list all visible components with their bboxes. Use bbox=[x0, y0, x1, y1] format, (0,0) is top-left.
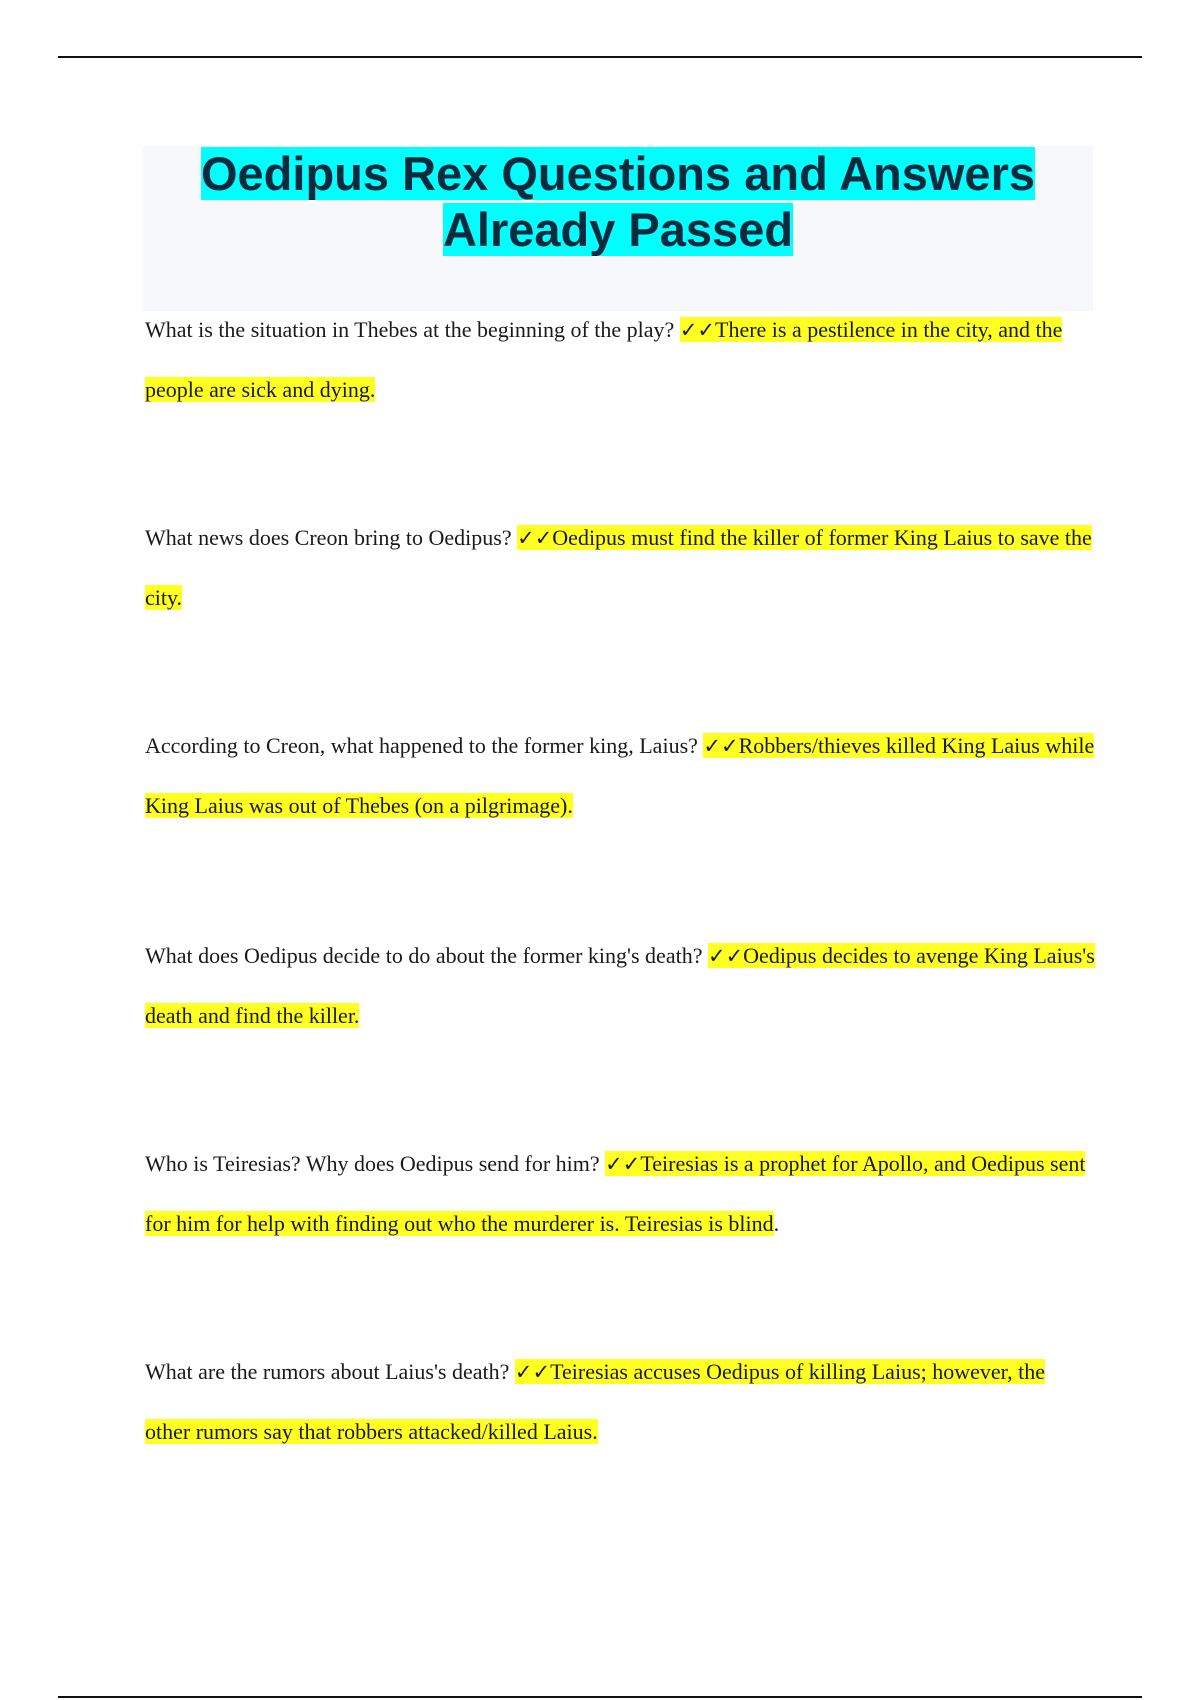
page-title bbox=[143, 146, 1093, 258]
qa-item bbox=[145, 926, 1095, 1046]
check-mark-icon: ✓✓ bbox=[605, 1152, 641, 1176]
qa-item bbox=[145, 508, 1095, 628]
title-line-1: Oedipus Rex Questions and Answers bbox=[200, 147, 1036, 200]
answer-text: Robbers/thieves killed King Laius while King Laius was out of Thebes (on a pilgrimage). bbox=[145, 733, 1095, 818]
check-mark-icon: ✓✓ bbox=[517, 526, 553, 550]
check-mark-icon: ✓✓ bbox=[679, 318, 716, 342]
question-text: What does Oedipus decide to do about the former king's death? bbox=[145, 943, 708, 968]
qa-item bbox=[145, 1342, 1095, 1462]
question-text: Who is Teiresias? Why does Oedipus send for him? bbox=[145, 1151, 606, 1176]
bottom-rule bbox=[58, 1696, 1142, 1698]
check-mark-icon: ✓✓ bbox=[514, 1360, 551, 1384]
check-mark-icon: ✓✓ bbox=[703, 734, 739, 758]
top-rule bbox=[58, 56, 1142, 58]
title-line-2: Already Passed bbox=[442, 203, 794, 256]
answer-trailing: . bbox=[773, 1211, 780, 1236]
qa-item bbox=[145, 716, 1095, 836]
answer-text: Teiresias is a prophet for Apollo, and Oedipus sent for him for help with finding out who the murderer is. Teiresias is blind bbox=[145, 1151, 1086, 1236]
answer-text: Teiresias accuses Oedipus of killing Laius; however, the other rumors say that robbers attacked/killed Laius. bbox=[145, 1359, 1045, 1444]
qa-item bbox=[145, 300, 1095, 420]
answer-text: Oedipus decides to avenge King Laius's death and find the killer. bbox=[145, 943, 1095, 1028]
question-text: What are the rumors about Laius's death? bbox=[145, 1359, 515, 1384]
question-text: What news does Creon bring to Oedipus? bbox=[145, 525, 518, 550]
question-text: What is the situation in Thebes at the beginning of the play? bbox=[145, 317, 680, 342]
answer-text: Oedipus must find the killer of former King Laius to save the city. bbox=[145, 525, 1092, 610]
qa-item bbox=[145, 1134, 1095, 1254]
answer-text: There is a pestilence in the city, and the people are sick and dying. bbox=[145, 317, 1063, 402]
title-block bbox=[143, 146, 1093, 311]
check-mark-icon: ✓✓ bbox=[707, 944, 744, 968]
question-text: According to Creon, what happened to the former king, Laius? bbox=[145, 733, 704, 758]
